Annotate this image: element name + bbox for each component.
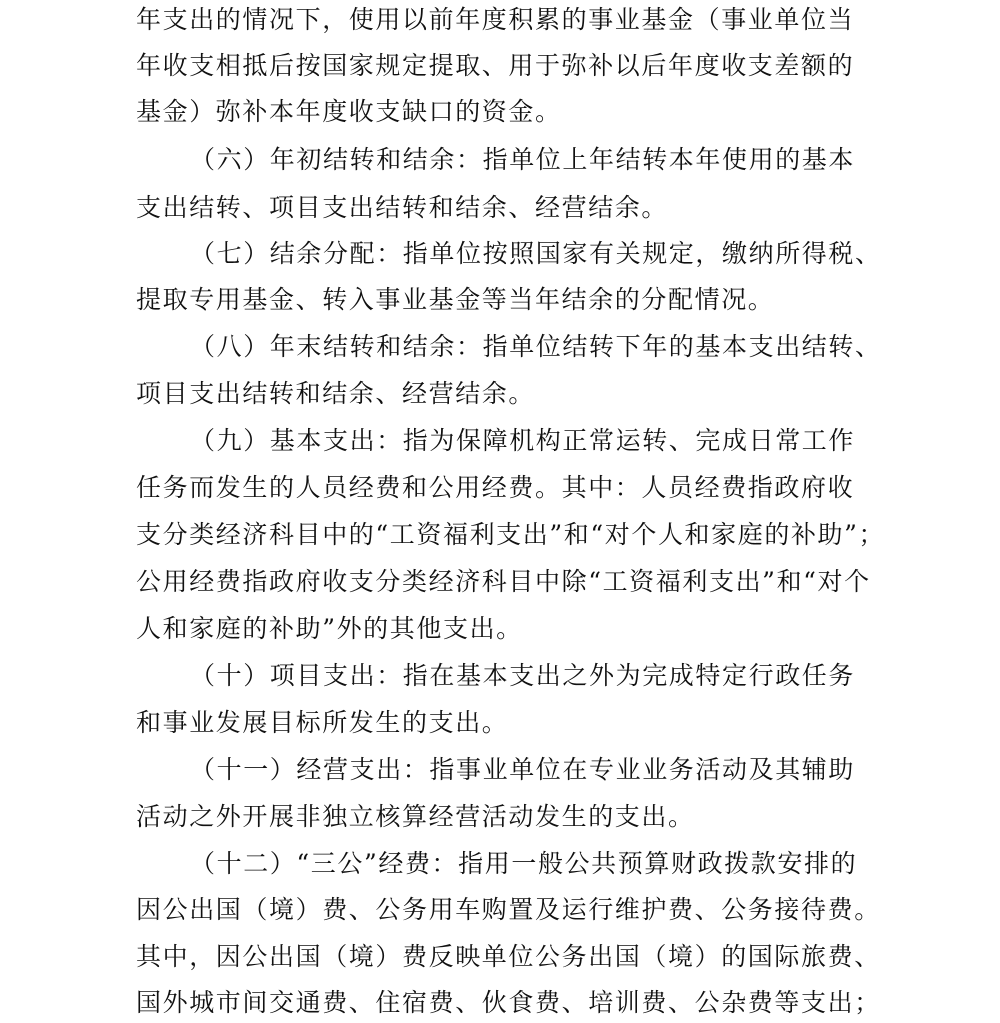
text-line-20: 因公出国（境）费、公务用车购置及运行维护费、公务接待费。 [136, 895, 881, 924]
text-line-6: （七）结余分配：指单位按照国家有关规定，缴纳所得税、 [190, 239, 882, 268]
text-line-12: 支分类经济科目中的“工资福利支出”和“对个人和家庭的补助”； [136, 520, 886, 549]
text-line-22: 国外城市间交通费、住宿费、伙食费、培训费、公杂费等支出； [136, 988, 881, 1017]
text-line-3: 基金）弥补本年度收支缺口的资金。 [136, 97, 562, 126]
text-line-21: 其中，因公出国（境）费反映单位公务出国（境）的国际旅费、 [136, 942, 881, 971]
text-line-14: 人和家庭的补助”外的其他支出。 [136, 614, 523, 643]
text-line-1: 年支出的情况下，使用以前年度积累的事业基金（事业单位当 [136, 5, 855, 34]
text-line-19: （十二）“三公”经费：指用一般公共预算财政拨款安排的 [190, 849, 858, 878]
text-line-10: （九）基本支出：指为保障机构正常运转、完成日常工作 [190, 426, 856, 455]
text-line-5: 支出结转、项目支出结转和结余、经营结余。 [136, 193, 669, 222]
text-line-7: 提取专用基金、转入事业基金等当年结余的分配情况。 [136, 285, 775, 314]
text-line-13: 公用经费指政府收支分类经济科目中除“工资福利支出”和“对个 [136, 567, 871, 596]
text-line-16: 和事业发展目标所发生的支出。 [136, 708, 509, 737]
text-line-15: （十）项目支出：指在基本支出之外为完成特定行政任务 [190, 661, 856, 690]
text-line-11: 任务而发生的人员经费和公用经费。其中：人员经费指政府收 [136, 473, 855, 502]
text-line-17: （十一）经营支出：指事业单位在专业业务活动及其辅助 [190, 755, 856, 784]
text-line-9: 项目支出结转和结余、经营结余。 [136, 379, 536, 408]
text-line-4: （六）年初结转和结余：指单位上年结转本年使用的基本 [190, 145, 856, 174]
text-line-18: 活动之外开展非独立核算经营活动发生的支出。 [136, 802, 695, 831]
text-line-8: （八）年末结转和结余：指单位结转下年的基本支出结转、 [190, 332, 882, 361]
text-line-2: 年收支相抵后按国家规定提取、用于弥补以后年度收支差额的 [136, 51, 855, 80]
